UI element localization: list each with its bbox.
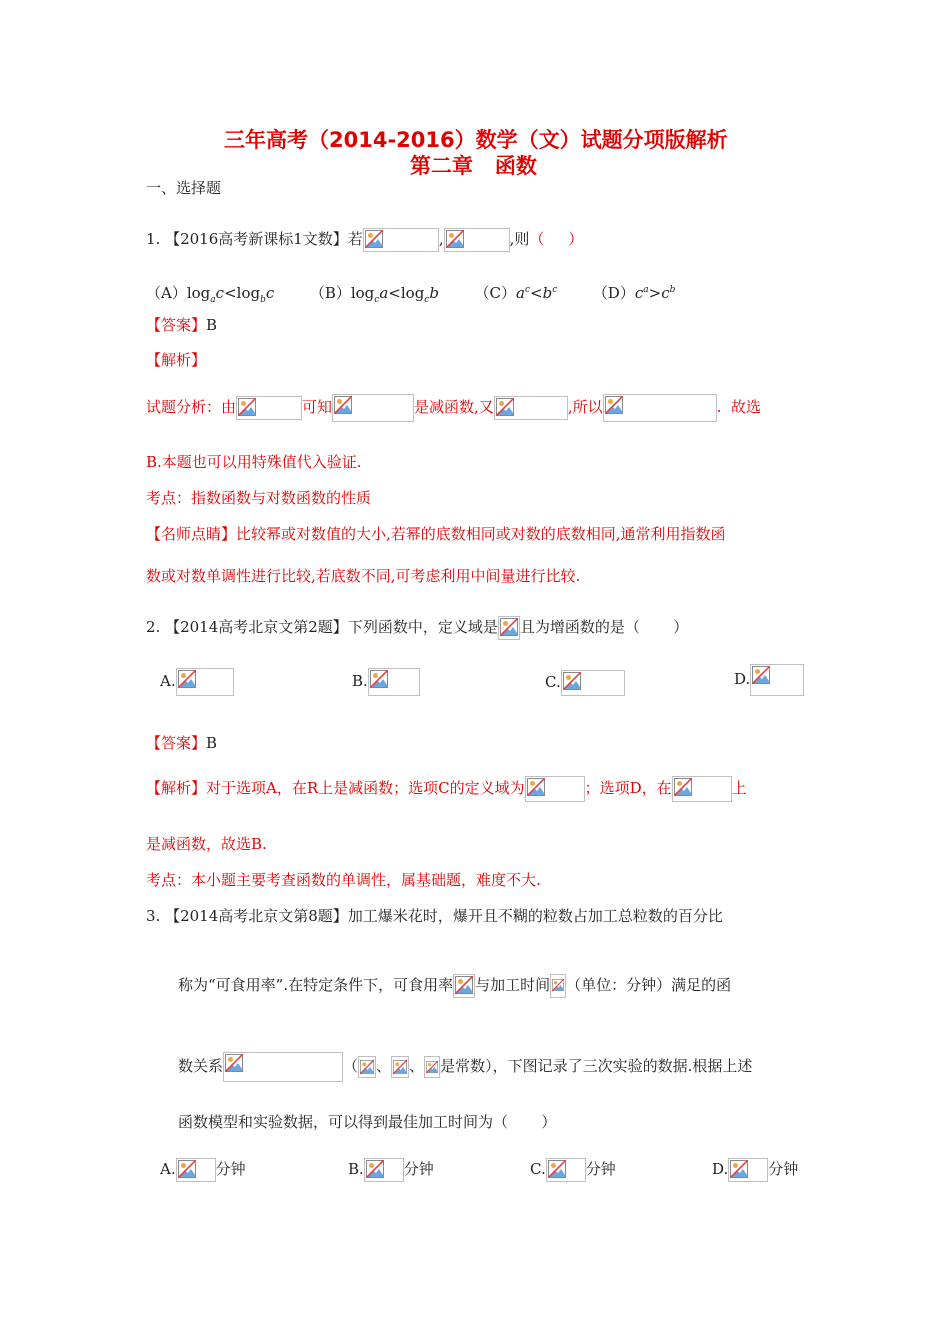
option-c: $(C)a^c<b^c$ [474, 284, 558, 302]
answer-line: 【答案】B [146, 734, 218, 752]
broken-image-icon [365, 230, 383, 248]
broken-image-icon [360, 1058, 374, 1076]
formula-image [364, 1158, 404, 1182]
tip-line-1: 【名师点睛】比较幂或对数值的大小,若幂的底数相同或对数的底数相同,通常利用指数函 [146, 525, 726, 543]
broken-image-icon [500, 618, 518, 636]
analysis-text: 试题分析：由 可知 是减函数,又 ,所以 . 故选 [146, 394, 761, 422]
option-a: A. 分钟 [160, 1158, 246, 1182]
formula-image [453, 974, 475, 998]
formula-image [358, 1056, 376, 1078]
question-source: 【2016高考新课标1文数】 [165, 230, 348, 248]
formula-image [494, 396, 568, 420]
broken-image-icon [674, 778, 692, 796]
formula-image [550, 974, 566, 998]
option-b: $(B)\log_ca<\log_cb$ [309, 284, 439, 305]
answer-line: 【答案】B [146, 316, 218, 334]
question-3-line-2: 称为“可食用率”.在特定条件下，可食用率 与加工时间 （单位：分钟）满足的函 [178, 974, 731, 998]
question-3-line-4: 函数模型和实验数据，可以得到最佳加工时间为（ ） [178, 1113, 557, 1131]
broken-image-icon [393, 1058, 407, 1076]
broken-image-icon [225, 1054, 243, 1072]
broken-image-icon [496, 398, 514, 416]
broken-image-icon [446, 230, 464, 248]
broken-image-icon [527, 778, 545, 796]
formula-image [332, 394, 414, 422]
question-text: 若 [347, 230, 363, 248]
formula-image [391, 1056, 409, 1078]
question-text: , [438, 230, 444, 248]
broken-image-icon [370, 670, 388, 688]
chapter-title: 第二章 函数 [410, 154, 537, 178]
analysis-text: 【解析】对于选项A，在R上是减函数；选项C的定义域为 ；选项D，在 上 [146, 776, 747, 802]
question-1-stem [146, 228, 583, 252]
formula-image [603, 394, 717, 422]
document-title: 三年高考（2014-2016）数学（文）试题分项版解析 [224, 128, 728, 152]
formula-image [546, 1158, 586, 1182]
option-b: B. 分钟 [348, 1158, 434, 1182]
formula-image [223, 1052, 343, 1082]
option-b: B. [352, 668, 420, 696]
formula-image [561, 670, 625, 696]
formula-image [176, 668, 234, 696]
formula-image [672, 776, 732, 802]
formula-image [525, 776, 585, 802]
question-text: ,则 [509, 230, 530, 248]
formula-image [236, 396, 302, 420]
formula-image [176, 1158, 216, 1182]
option-d: $(D)c^a>c^b$ [592, 284, 676, 302]
broken-image-icon [178, 1160, 196, 1178]
broken-image-icon [366, 1160, 384, 1178]
formula-image [728, 1158, 768, 1182]
question-3-line-3: 数关系 （ 、 、 是常数），下图记录了三次实验的数据.根据上述 [178, 1052, 752, 1082]
formula-image [368, 668, 420, 696]
tip-line-2: 数或对数单调性进行比较,若底数不同,可考虑利用中间量进行比较. [146, 567, 581, 585]
question-2-stem: 2. 【2014高考北京文第2题】下列函数中，定义域是 且为增函数的是（ ） [146, 616, 688, 640]
kaodian: 考点：本小题主要考查函数的单调性，属基础题，难度不大. [146, 871, 541, 889]
broken-image-icon [752, 666, 770, 684]
broken-image-icon [548, 1160, 566, 1178]
formula-image [444, 228, 510, 252]
broken-image-icon [455, 976, 473, 994]
broken-image-icon [238, 398, 256, 416]
formula-image [363, 228, 439, 252]
broken-image-icon [563, 672, 581, 690]
section-heading: 一、选择题 [146, 179, 222, 197]
option-c: C. 分钟 [530, 1158, 616, 1182]
analysis-label: 【解析】 [146, 351, 207, 369]
broken-image-icon [605, 396, 623, 414]
broken-image-icon [426, 1058, 438, 1076]
analysis-text-2: B.本题也可以用特殊值代入验证. [146, 453, 362, 471]
answer-paren: （ ） [529, 230, 584, 248]
option-d: D. [734, 664, 804, 696]
option-c: C. [545, 670, 625, 696]
formula-image [498, 616, 520, 640]
question-3-stem: 3. 【2014高考北京文第8题】加工爆米花时，爆开且不糊的粒数占加工总粒数的百分比 [146, 907, 723, 925]
question-1-options [146, 280, 675, 310]
formula-image [424, 1056, 440, 1078]
broken-image-icon [552, 976, 564, 994]
formula-image [750, 664, 804, 696]
broken-image-icon [730, 1160, 748, 1178]
kaodian: 考点：指数函数与对数函数的性质 [146, 489, 372, 507]
option-a: A. [160, 668, 234, 696]
question-number: 1. [146, 230, 161, 248]
analysis-text-2: 是减函数，故选B. [146, 835, 267, 853]
broken-image-icon [178, 670, 196, 688]
broken-image-icon [334, 396, 352, 414]
option-d: D. 分钟 [712, 1158, 798, 1182]
option-a: $(A)\log_ac<\log_bc$ [146, 284, 275, 305]
